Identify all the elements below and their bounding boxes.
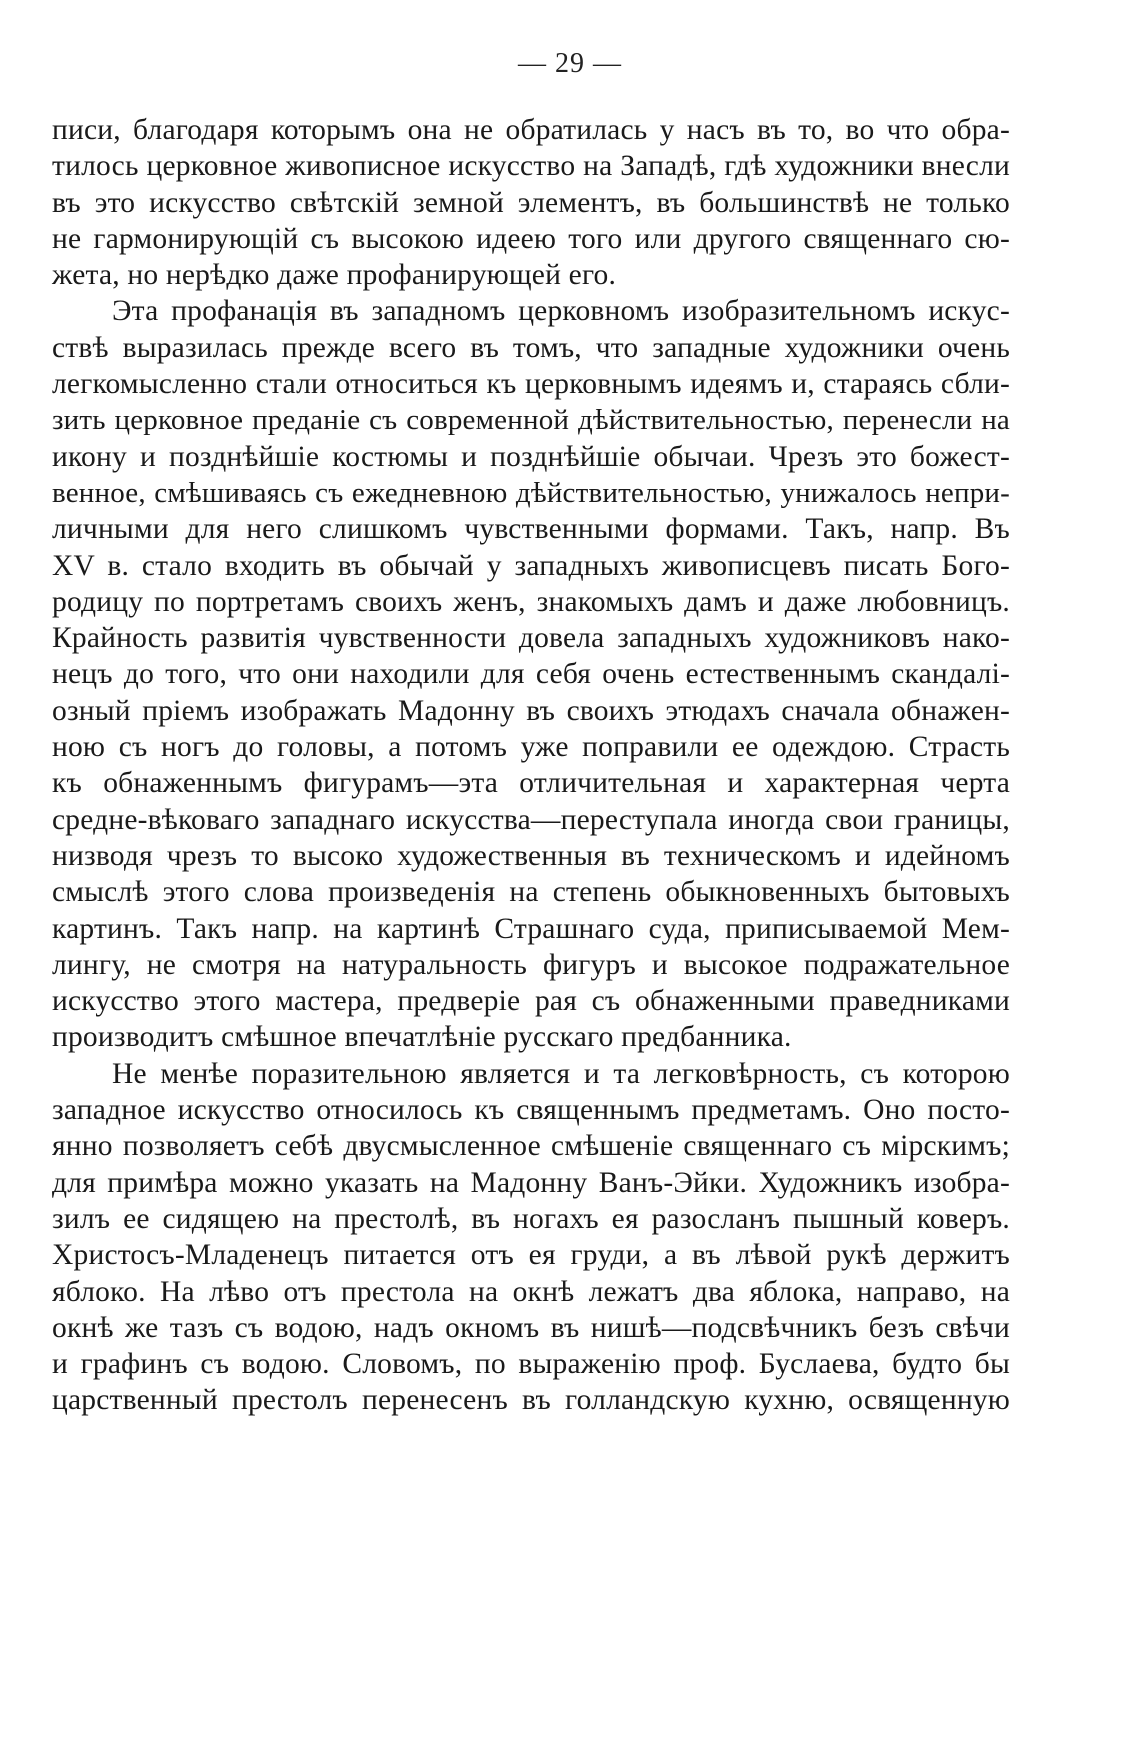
text-line: и графинъ съ водою. Словомъ, по выраженію проф. Буслаева, будто бы bbox=[52, 1348, 1010, 1381]
text-line: яблоко. На лѣво отъ престола на окнѣ лежатъ два яблока, направо, на bbox=[52, 1275, 1010, 1308]
text-line: Не менѣе поразительною является и та легковѣрность, съ которою bbox=[112, 1057, 1010, 1090]
text-line: Христосъ-Младенецъ питается отъ ея груди, а въ лѣвой рукѣ держитъ bbox=[52, 1239, 1010, 1272]
text-line: въ это искусство свѣтскій земной элементъ, въ большинствѣ не только bbox=[52, 186, 1010, 219]
text-line: къ обнаженнымъ фигурамъ—эта отличительная и характерная черта bbox=[52, 767, 1010, 800]
body-text bbox=[52, 112, 1010, 1419]
text-line: средне-вѣковаго западнаго искусства—переступала иногда свои границы, bbox=[52, 803, 1010, 836]
text-line: производитъ смѣшное впечатлѣніе русскаго предбанника. bbox=[52, 1021, 792, 1054]
text-line: царственный престолъ перенесенъ въ голландскую кухню, освященную bbox=[52, 1384, 1010, 1417]
text-line: писи, благодаря которымъ она не обратилась у насъ въ то, во что обра- bbox=[52, 114, 1010, 146]
text-line: нецъ до того, что они находили для себя очень естественнымъ скандалі- bbox=[52, 658, 1010, 691]
text-line: окнѣ же тазъ съ водою, надъ окномъ въ нишѣ—подсвѣчникъ безъ свѣчи bbox=[52, 1311, 1010, 1344]
text-line: не гармонирующій съ высокою идеею того или другого священнаго сю- bbox=[52, 222, 1010, 255]
text-line: ною съ ногъ до головы, а потомъ уже поправили ее одеждою. Страсть bbox=[52, 731, 1010, 764]
text-line: ствѣ выразилась прежде всего въ томъ, что западные художники очень bbox=[52, 331, 1010, 364]
text-line: зить церковное преданіе съ современной дѣйствительностью, перенесли на bbox=[52, 404, 1010, 437]
text-line: янно позволяетъ себѣ двусмысленное смѣшеніе священнаго съ мірскимъ; bbox=[52, 1130, 1010, 1163]
text-line: низводя чрезъ то высоко художественныя въ техническомъ и идейномъ bbox=[52, 839, 1010, 872]
text-line: картинъ. Такъ напр. на картинѣ Страшнаго суда, приписываемой Мем- bbox=[52, 912, 1010, 945]
text-line: смыслѣ этого слова произведенія на степень обыкновенныхъ бытовыхъ bbox=[52, 876, 1010, 909]
text-line: легкомысленно стали относиться къ церковнымъ идеямъ и, стараясь сбли- bbox=[52, 368, 1010, 401]
text-line: жета, но нерѣдко даже профанирующей его. bbox=[52, 259, 617, 292]
text-line: родицу по портретамъ своихъ женъ, знакомыхъ дамъ и даже любовницъ. bbox=[52, 585, 1010, 618]
text-line: западное искусство относилось къ священнымъ предметамъ. Оно посто- bbox=[52, 1094, 1010, 1127]
text-line: для примѣра можно указать на Мадонну Ванъ-Эйки. Художникъ изобра- bbox=[52, 1166, 1010, 1199]
page-number: — 29 — bbox=[518, 48, 622, 79]
text-line: личными для него слишкомъ чувственными формами. Такъ, напр. Въ bbox=[52, 513, 1010, 546]
text-line: лингу, не смотря на натуральность фигуръ и высокое подражательное bbox=[52, 948, 1010, 981]
text-line: XV в. стало входить въ обычай у западныхъ живописцевъ писать Бого- bbox=[52, 549, 1010, 582]
text-line: Крайность развитія чувственности довела западныхъ художниковъ нако- bbox=[52, 622, 1010, 655]
text-line: искусство этого мастера, предверіе рая съ обнаженными праведниками bbox=[52, 985, 1010, 1018]
text-line: икону и позднѣйшіе костюмы и позднѣйшіе обычаи. Чрезъ это божест- bbox=[52, 440, 1010, 473]
text-line: венное, смѣшиваясь съ ежедневною дѣйствительностью, унижалось непри- bbox=[52, 476, 1010, 509]
text-line: зилъ ее сидящею на престолѣ, въ ногахъ ея разосланъ пышный коверъ. bbox=[52, 1202, 1010, 1235]
text-line: озный пріемъ изображать Мадонну въ своихъ этюдахъ сначала обнажен- bbox=[52, 694, 1010, 727]
text-line: Эта профанація въ западномъ церковномъ изобразительномъ искус- bbox=[112, 295, 1010, 328]
text-line: тилось церковное живописное искусство на Западѣ, гдѣ художники внесли bbox=[52, 150, 1010, 183]
